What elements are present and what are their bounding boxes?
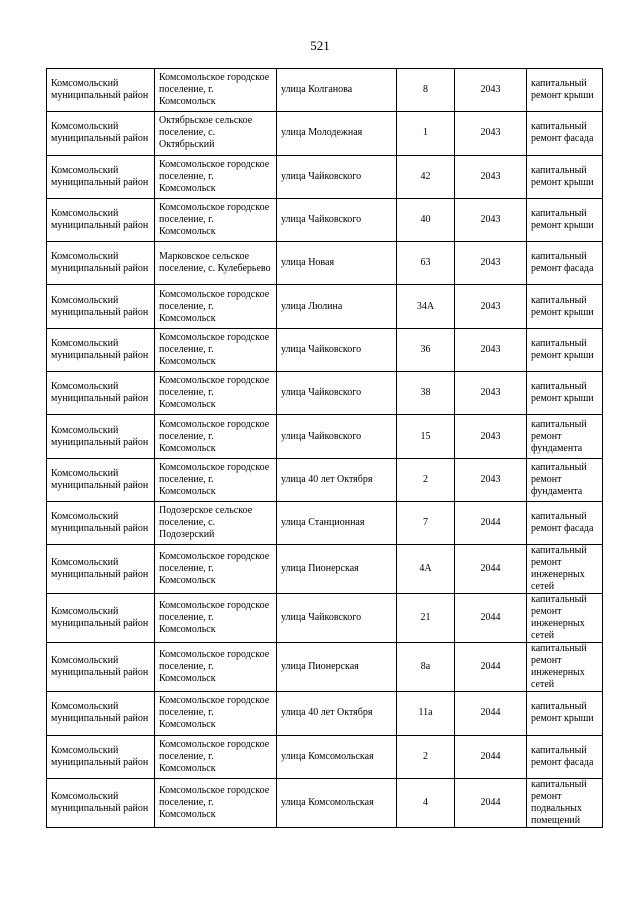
- street-cell: улица Чайковского: [277, 198, 397, 241]
- district-cell: Комсомольский муниципальный район: [47, 501, 155, 544]
- year-cell: 2043: [455, 242, 527, 285]
- work-type-cell: капитальный ремонт инженерных сетей: [527, 643, 603, 692]
- settlement-cell: Комсомольское городское поселение, г. Комсомольск: [155, 198, 277, 241]
- table-row: [47, 458, 603, 501]
- district-cell: Комсомольский муниципальный район: [47, 285, 155, 328]
- table-row: [47, 112, 603, 155]
- table-row: [47, 69, 603, 112]
- work-type-cell: капитальный ремонт крыши: [527, 198, 603, 241]
- street-cell: улица Колганова: [277, 69, 397, 112]
- work-type-cell: капитальный ремонт крыши: [527, 692, 603, 735]
- work-type-cell: капитальный ремонт фундамента: [527, 415, 603, 458]
- year-cell: 2044: [455, 778, 527, 827]
- work-type-cell: капитальный ремонт крыши: [527, 69, 603, 112]
- house-number-cell: 4А: [397, 545, 455, 594]
- settlement-cell: Комсомольское городское поселение, г. Комсомольск: [155, 692, 277, 735]
- street-cell: улица 40 лет Октября: [277, 458, 397, 501]
- district-cell: Комсомольский муниципальный район: [47, 594, 155, 643]
- settlement-cell: Комсомольское городское поселение, г. Комсомольск: [155, 372, 277, 415]
- table-row: [47, 545, 603, 594]
- street-cell: улица Люлина: [277, 285, 397, 328]
- house-number-cell: 2: [397, 735, 455, 778]
- district-cell: Комсомольский муниципальный район: [47, 198, 155, 241]
- year-cell: 2043: [455, 285, 527, 328]
- house-number-cell: 8: [397, 69, 455, 112]
- year-cell: 2043: [455, 328, 527, 371]
- district-cell: Комсомольский муниципальный район: [47, 112, 155, 155]
- settlement-cell: Комсомольское городское поселение, г. Комсомольск: [155, 545, 277, 594]
- table-row: [47, 328, 603, 371]
- house-number-cell: 8а: [397, 643, 455, 692]
- table-row: [47, 242, 603, 285]
- street-cell: улица 40 лет Октября: [277, 692, 397, 735]
- street-cell: улица Новая: [277, 242, 397, 285]
- street-cell: улица Молодежная: [277, 112, 397, 155]
- settlement-cell: Комсомольское городское поселение, г. Комсомольск: [155, 285, 277, 328]
- table-row: [47, 372, 603, 415]
- district-cell: Комсомольский муниципальный район: [47, 643, 155, 692]
- house-number-cell: 42: [397, 155, 455, 198]
- year-cell: 2043: [455, 458, 527, 501]
- year-cell: 2044: [455, 735, 527, 778]
- house-number-cell: 11а: [397, 692, 455, 735]
- house-number-cell: 34А: [397, 285, 455, 328]
- work-type-cell: капитальный ремонт подвальных помещений: [527, 778, 603, 827]
- district-cell: Комсомольский муниципальный район: [47, 735, 155, 778]
- settlement-cell: Комсомольское городское поселение, г. Комсомольск: [155, 594, 277, 643]
- settlement-cell: Октябрьское сельское поселение, с. Октябрьский: [155, 112, 277, 155]
- district-cell: Комсомольский муниципальный район: [47, 545, 155, 594]
- year-cell: 2043: [455, 415, 527, 458]
- year-cell: 2044: [455, 594, 527, 643]
- settlement-cell: Комсомольское городское поселение, г. Комсомольск: [155, 643, 277, 692]
- year-cell: 2043: [455, 155, 527, 198]
- repair-schedule-table: [46, 68, 603, 828]
- work-type-cell: капитальный ремонт крыши: [527, 285, 603, 328]
- work-type-cell: капитальный ремонт инженерных сетей: [527, 545, 603, 594]
- table-row: [47, 198, 603, 241]
- table-row: [47, 501, 603, 544]
- table-row: [47, 285, 603, 328]
- work-type-cell: капитальный ремонт крыши: [527, 328, 603, 371]
- district-cell: Комсомольский муниципальный район: [47, 69, 155, 112]
- table-row: [47, 643, 603, 692]
- district-cell: Комсомольский муниципальный район: [47, 458, 155, 501]
- street-cell: улица Комсомольская: [277, 778, 397, 827]
- work-type-cell: капитальный ремонт инженерных сетей: [527, 594, 603, 643]
- work-type-cell: капитальный ремонт фундамента: [527, 458, 603, 501]
- house-number-cell: 21: [397, 594, 455, 643]
- district-cell: Комсомольский муниципальный район: [47, 692, 155, 735]
- street-cell: улица Станционная: [277, 501, 397, 544]
- table-row: [47, 735, 603, 778]
- settlement-cell: Подозерское сельское поселение, с. Подозерский: [155, 501, 277, 544]
- house-number-cell: 2: [397, 458, 455, 501]
- settlement-cell: Комсомольское городское поселение, г. Комсомольск: [155, 155, 277, 198]
- street-cell: улица Чайковского: [277, 155, 397, 198]
- work-type-cell: капитальный ремонт крыши: [527, 372, 603, 415]
- house-number-cell: 63: [397, 242, 455, 285]
- house-number-cell: 4: [397, 778, 455, 827]
- house-number-cell: 40: [397, 198, 455, 241]
- settlement-cell: Комсомольское городское поселение, г. Комсомольск: [155, 458, 277, 501]
- year-cell: 2043: [455, 198, 527, 241]
- street-cell: улица Чайковского: [277, 372, 397, 415]
- street-cell: улица Пионерская: [277, 643, 397, 692]
- year-cell: 2043: [455, 112, 527, 155]
- page-number: 521: [310, 38, 330, 53]
- house-number-cell: 15: [397, 415, 455, 458]
- street-cell: улица Чайковского: [277, 328, 397, 371]
- year-cell: 2044: [455, 545, 527, 594]
- work-type-cell: капитальный ремонт фасада: [527, 242, 603, 285]
- settlement-cell: Комсомольское городское поселение, г. Комсомольск: [155, 69, 277, 112]
- work-type-cell: капитальный ремонт фасада: [527, 501, 603, 544]
- year-cell: 2044: [455, 692, 527, 735]
- street-cell: улица Комсомольская: [277, 735, 397, 778]
- district-cell: Комсомольский муниципальный район: [47, 242, 155, 285]
- table-row: [47, 155, 603, 198]
- district-cell: Комсомольский муниципальный район: [47, 155, 155, 198]
- table-row: [47, 692, 603, 735]
- settlement-cell: Комсомольское городское поселение, г. Комсомольск: [155, 328, 277, 371]
- settlement-cell: Комсомольское городское поселение, г. Комсомольск: [155, 778, 277, 827]
- district-cell: Комсомольский муниципальный район: [47, 372, 155, 415]
- work-type-cell: капитальный ремонт крыши: [527, 155, 603, 198]
- table-body: [47, 69, 603, 828]
- district-cell: Комсомольский муниципальный район: [47, 415, 155, 458]
- table-row: [47, 594, 603, 643]
- year-cell: 2043: [455, 69, 527, 112]
- house-number-cell: 36: [397, 328, 455, 371]
- district-cell: Комсомольский муниципальный район: [47, 328, 155, 371]
- work-type-cell: капитальный ремонт фасада: [527, 735, 603, 778]
- settlement-cell: Комсомольское городское поселение, г. Комсомольск: [155, 735, 277, 778]
- house-number-cell: 38: [397, 372, 455, 415]
- district-cell: Комсомольский муниципальный район: [47, 778, 155, 827]
- street-cell: улица Пионерская: [277, 545, 397, 594]
- table-row: [47, 415, 603, 458]
- year-cell: 2044: [455, 501, 527, 544]
- settlement-cell: Марковское сельское поселение, с. Кулеберьево: [155, 242, 277, 285]
- settlement-cell: Комсомольское городское поселение, г. Комсомольск: [155, 415, 277, 458]
- street-cell: улица Чайковского: [277, 415, 397, 458]
- house-number-cell: 1: [397, 112, 455, 155]
- table-row: [47, 778, 603, 827]
- street-cell: улица Чайковского: [277, 594, 397, 643]
- house-number-cell: 7: [397, 501, 455, 544]
- year-cell: 2043: [455, 372, 527, 415]
- work-type-cell: капитальный ремонт фасада: [527, 112, 603, 155]
- year-cell: 2044: [455, 643, 527, 692]
